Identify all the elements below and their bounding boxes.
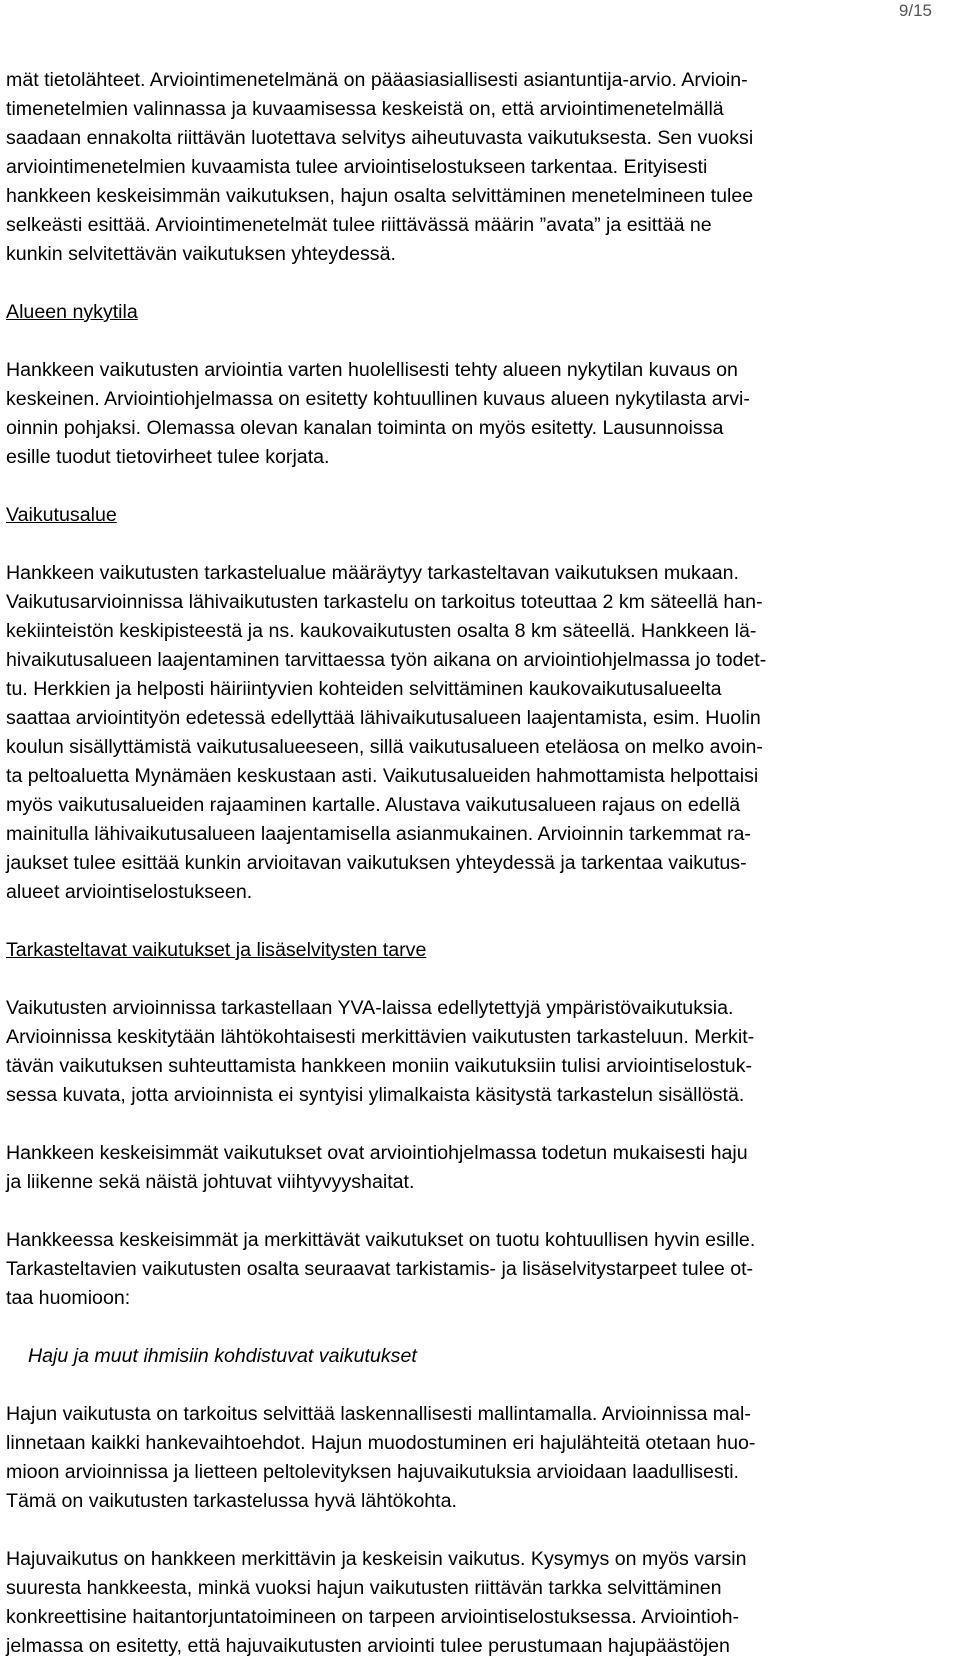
document-body: [6, 66, 926, 1661]
heading-tarkasteltavat-vaikutukset: Tarkasteltavat vaikutukset ja lisäselvitysten tarve: [6, 939, 427, 961]
paragraph-haju-1: Hajun vaikutusta on tarkoitus selvittää laskennallisesti mallintamalla. Arvioinnissa mal- linnetaan kaikki hankevaihtoehdot. Hajun muodostuminen eri hajulähteitä otetaan huo- mioon arvioinnissa ja lietteen peltolevityksen hajuvaikutuksia arvioidaan laadullisesti. Tämä on vaikutusten tarkastelussa hyvä lähtökohta.: [6, 1403, 756, 1512]
paragraph-tarkasteltavat-3: Hankkeessa keskeisimmät ja merkittävät vaikutukset on tuotu kohtuullisen hyvin esille. Tarkasteltavien vaikutusten osalta seuraavat tarkistamis- ja lisäselvitystarpeet tulee ot- taa huomioon:: [6, 1229, 756, 1309]
paragraph-intro: mät tietolähteet. Arviointimenetelmänä on pääasiasiallisesti asiantuntija-arvio. Arvioin- timenetelmien valinnassa ja kuvaamisessa keskeistä on, että arviointimenetelmällä saadaan ennakolta riittävän luotettava selvitys aiheutuvasta vaikutuksesta. Sen vuoksi arviointimenetelmien kuvaamista tulee arviointiselostukseen tarkentaa. Erityisesti hankkeen keskeisimmän vaikutuksen, hajun osalta selvittäminen menetelmineen tulee selkeästi esittää. Arviointimenetelmät tulee riittävässä määrin ”avata” ja esittää ne kunkin selvitettävän vaikutuksen yhteydessä.: [6, 69, 754, 265]
heading-alueen-nykytila: Alueen nykytila: [6, 301, 138, 323]
subheading-haju: Haju ja muut ihmisiin kohdistuvat vaikutukset: [28, 1345, 417, 1367]
paragraph-haju-2: Hajuvaikutus on hankkeen merkittävin ja keskeisin vaikutus. Kysymys on myös varsin suuresta hankkeesta, minkä vuoksi hajun vaikutusten riittävän tarkka selvittäminen konkreettisine haitantorjuntatoimineen on tarpeen arviointiselostuksessa. Arviointioh- jelmassa on esitetty, että hajuvaikutusten arviointi tulee perustumaan hajupäästöjen: [6, 1548, 747, 1657]
paragraph-vaikutusalue: Hankkeen vaikutusten tarkastelualue määräytyy tarkasteltavan vaikutuksen mukaan. Vaikutusarvioinnissa lähivaikutusten tarkastelu on tarkoitus toteuttaa 2 km säteellä han- kekiinteistön keskipisteestä ja ns. kaukovaikutusten osalta 8 km säteellä. Hankkeen lä- hivaikutusalueen laajentaminen tarvittaessa työn aikana on arviointiohjelmassa jo todet- tu. Herkkien ja helposti häiriintyvien kohteiden selvittäminen kaukovaikutusalueelta saattaa arviointityön edetessä edellyttää lähivaikutusalueen laajentamista, esim. Huolin koulun sisällyttämistä vaikutusalueeseen, sillä vaikutusalueen eteläosa on melko avoin- ta peltoaluetta Mynämäen keskustaan asti. Vaikutusalueiden hahmottamista helpottaisi myös vaikutusalueiden rajaaminen kartalle. Alustava vaikutusalueen rajaus on edellä mainitulla lähivaikutusalueen laajentamisella asianmukainen. Arvioinnin tarkemmat ra- jaukset tulee esittää kunkin arvioitavan vaikutuksen yhteydessä ja tarkentaa vaikutus- alueet arviointiselostukseen.: [6, 562, 767, 903]
paragraph-tarkasteltavat-1: Vaikutusten arvioinnissa tarkastellaan YVA-laissa edellytettyjä ympäristövaikutuksia. Arvioinnissa keskitytään lähtökohtaisesti merkittävien vaikutusten tarkasteluun. Merkit- tävän vaikutuksen suhteuttamista hankkeen moniin vaikutuksiin tulisi arviointiselostuk- sessa kuvata, jotta arvioinnista ei syntyisi ylimalkaista käsitystä tarkastelun sisällöstä.: [6, 997, 755, 1106]
paragraph-tarkasteltavat-2: Hankkeen keskeisimmät vaikutukset ovat arviointiohjelmassa todetun mukaisesti haju ja liikenne sekä näistä johtuvat viihtyvyyshaitat.: [6, 1142, 748, 1193]
paragraph-nykytila: Hankkeen vaikutusten arviointia varten huolellisesti tehty alueen nykytilan kuvaus on keskeinen. Arviointiohjelmassa on esitetty kohtuullinen kuvaus alueen nykytilasta arvi- oinnin pohjaksi. Olemassa olevan kanalan toiminta on myös esitetty. Lausunnoissa esille tuodut tietovirheet tulee korjata.: [6, 359, 750, 468]
heading-vaikutusalue: Vaikutusalue: [6, 504, 117, 526]
page-number: 9/15: [898, 1, 932, 20]
